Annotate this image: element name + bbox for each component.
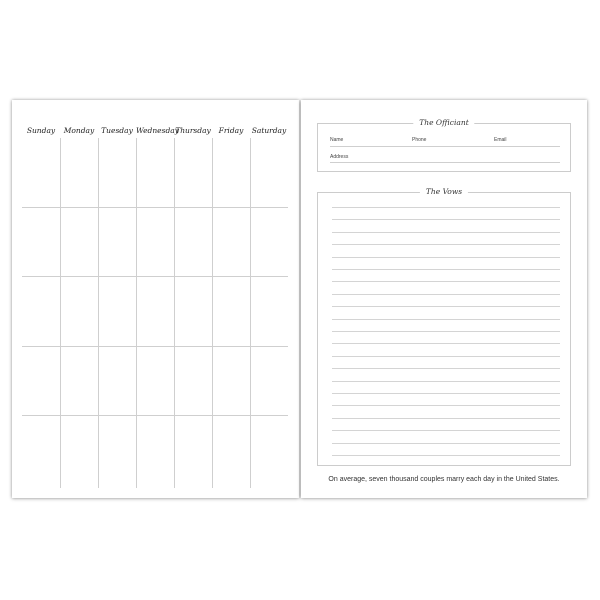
vows-ruled-line <box>332 331 560 332</box>
vows-ruled-line <box>332 269 560 270</box>
vows-ruled-line <box>332 418 560 419</box>
grid-column-divider <box>98 138 99 488</box>
grid-column-divider <box>60 138 61 488</box>
vows-ruled-line <box>332 257 560 258</box>
day-label-wednesday: Wednesday <box>136 126 179 135</box>
grid-row-divider <box>22 415 288 416</box>
grid-row-divider <box>22 276 288 277</box>
vows-ruled-line <box>332 430 560 431</box>
vows-box <box>317 187 571 466</box>
planner-spread <box>12 100 587 498</box>
day-label-tuesday: Tuesday <box>101 126 133 135</box>
officiant-box <box>317 118 571 172</box>
vows-ruled-line <box>332 207 560 208</box>
phone-label: Phone <box>412 137 427 143</box>
vows-ruled-line <box>332 443 560 444</box>
vows-title: The Vows <box>420 187 468 196</box>
address-field[interactable] <box>330 162 560 163</box>
grid-row-divider <box>22 207 288 208</box>
vows-ruled-line <box>332 393 560 394</box>
address-label: Address <box>330 154 349 160</box>
vows-ruled-line <box>332 455 560 456</box>
vows-ruled-line <box>332 294 560 295</box>
name-label: Name <box>330 137 344 143</box>
vows-ruled-line <box>332 306 560 307</box>
vows-ruled-line <box>332 368 560 369</box>
vows-ruled-line <box>332 244 560 245</box>
grid-column-divider <box>250 138 251 488</box>
marriage-fact-text: On average, seven thousand couples marry each day in the United States. <box>328 476 560 483</box>
grid-column-divider <box>136 138 137 488</box>
vows-ruled-line <box>332 343 560 344</box>
officiant-title: The Officiant <box>413 118 474 127</box>
day-label-sunday: Sunday <box>26 126 56 135</box>
vows-ruled-line <box>332 232 560 233</box>
grid-column-divider <box>212 138 213 488</box>
grid-column-divider <box>174 138 175 488</box>
vows-ruled-line <box>332 281 560 282</box>
day-label-saturday: Saturday <box>251 126 287 135</box>
grid-row-divider <box>22 346 288 347</box>
officiant-vows-page <box>301 100 587 498</box>
vows-ruled-line <box>332 319 560 320</box>
vows-ruled-line <box>332 356 560 357</box>
day-label-monday: Monday <box>63 126 95 135</box>
day-label-friday: Friday <box>218 126 244 135</box>
email-label: Email <box>494 137 507 143</box>
calendar-page <box>12 100 299 498</box>
vows-ruled-line <box>332 381 560 382</box>
name-phone-email-field[interactable] <box>330 146 560 147</box>
vows-ruled-line <box>332 219 560 220</box>
weekday-header-row <box>22 126 288 140</box>
day-label-thursday: Thursday <box>175 126 211 135</box>
vows-ruled-line <box>332 405 560 406</box>
